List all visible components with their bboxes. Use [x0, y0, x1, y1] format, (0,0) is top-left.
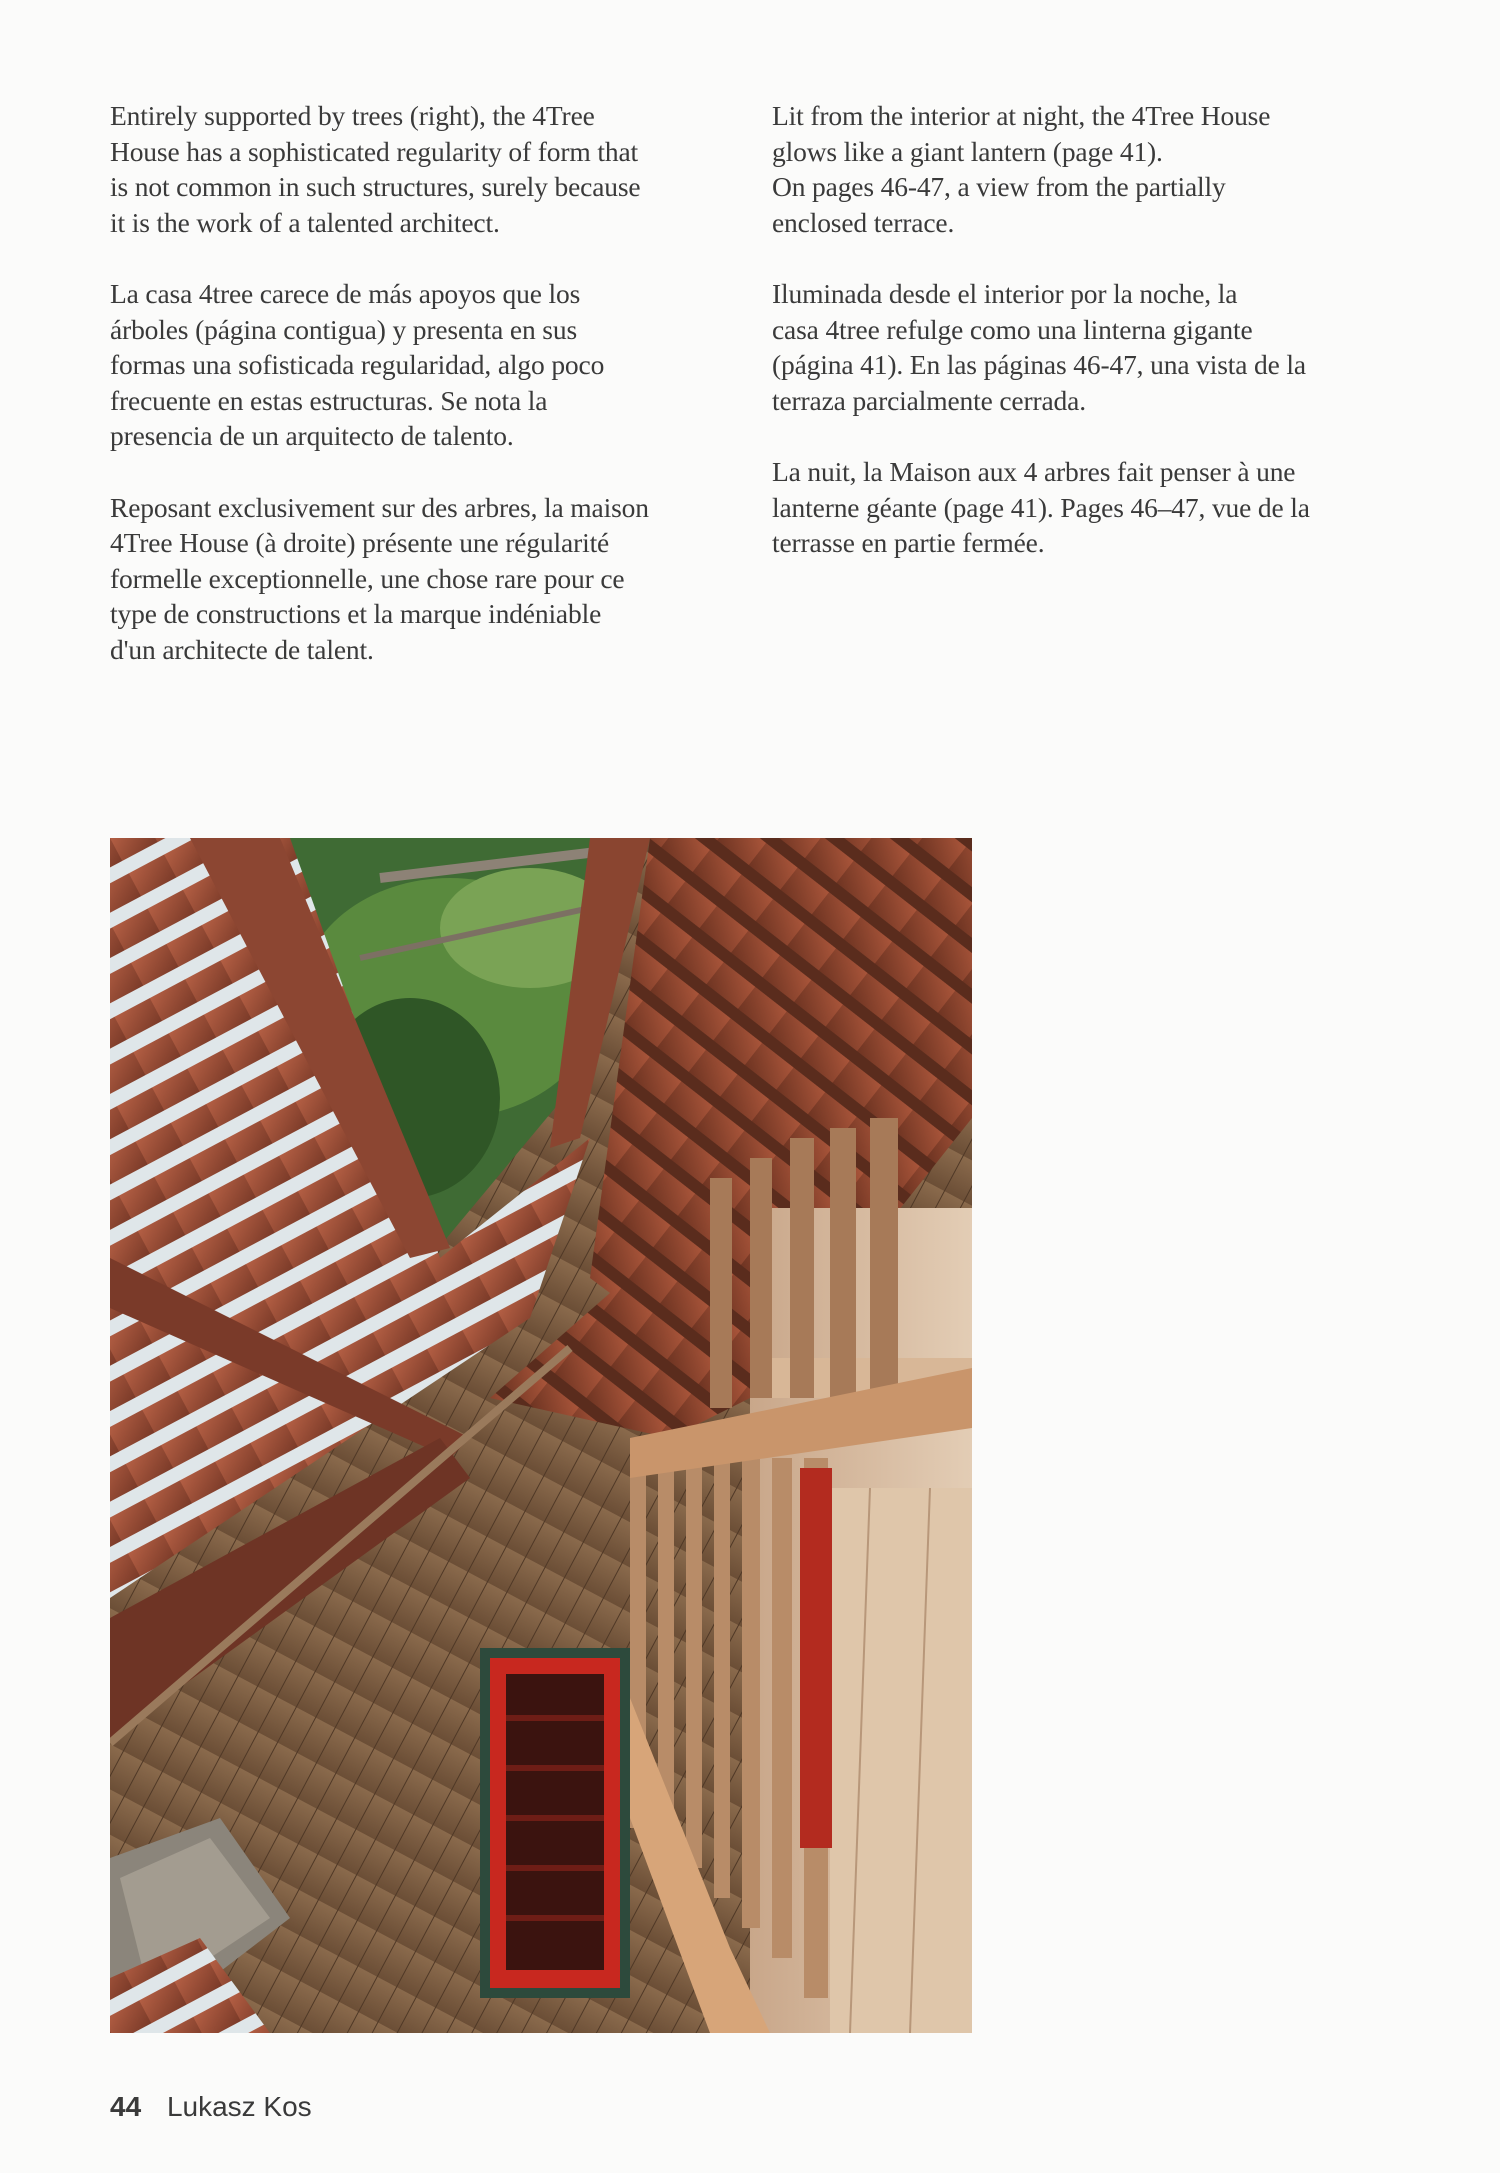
caption-spanish: La casa 4tree carece de más apoyos que los árboles (página contigua) y presenta en sus formas una sofisticada regularidad, algo poco frecuente en estas estructuras. Se nota la presencia de un arquitecto de talento. — [110, 278, 605, 451]
caption-french-night: La nuit, la Maison aux 4 arbres fait penser à une lanterne géante (page 41). Pages 46–47, vue de la terrasse en partie fermée. — [772, 456, 1310, 558]
left-text-column — [110, 98, 710, 703]
caption-spanish-night: Iluminada desde el interior por la noche, la casa 4tree refulge como una linterna gigante (página 41). En las páginas 46-47, una vista de la terraza parcialmente cerrada. — [772, 278, 1306, 416]
caption-french: Reposant exclusivement sur des arbres, la maison 4Tree House (à droite) présente une régularité formelle exceptionnelle, une chose rare pour ce type de constructions et la marque indéniable d'un architecte de talent. — [110, 491, 649, 665]
author-name: Lukasz Kos — [166, 2091, 312, 2122]
page-number: 44 — [110, 2091, 142, 2122]
page-footer — [110, 2091, 312, 2123]
caption-english-night: Lit from the interior at night, the 4Tree House glows like a giant lantern (page 41). On pages 46-47, a view from the partially enclosed terrace. — [772, 100, 1271, 238]
caption-english: Entirely supported by trees (right), the 4Tree House has a sophisticated regularity of form that is not common in such structures, surely because it is the work of a talented architect. — [110, 100, 641, 238]
right-text-column — [772, 98, 1412, 597]
treehouse-photo-illustration — [110, 838, 972, 2033]
treehouse-photo — [110, 838, 972, 2033]
